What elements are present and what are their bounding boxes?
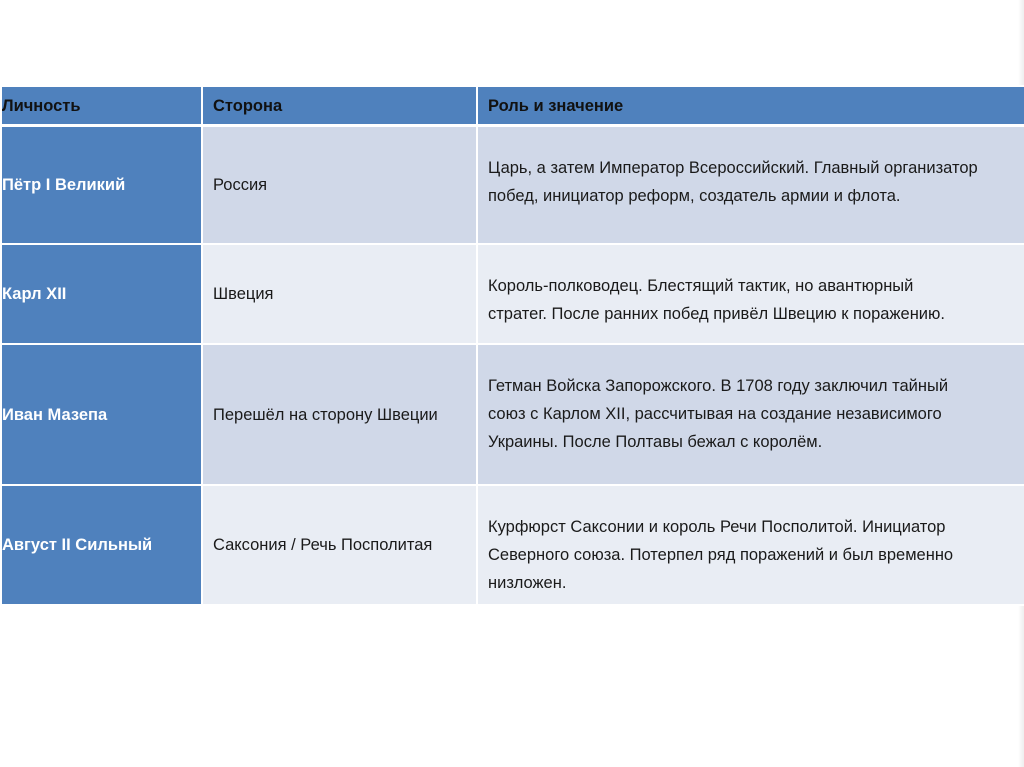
table-row (1, 485, 1024, 605)
role-cell: Гетман Войска Запорожского. В 1708 году заключил тайный союз с Карлом XII, рассчитывая на создание независимого Украины. После Полтавы бежал с королём. (477, 344, 1024, 485)
person-cell: Иван Мазепа (1, 344, 202, 485)
table-row (1, 126, 1024, 245)
header-side: Сторона (202, 86, 477, 126)
role-cell: Царь, а затем Император Всероссийский. Главный организатор побед, инициатор реформ, создатель армии и флота. (477, 126, 1024, 245)
role-cell: Король-полководец. Блестящий тактик, но авантюрный стратег. После ранних побед привёл Швецию к поражению. (477, 244, 1024, 344)
person-cell: Пётр I Великий (1, 126, 202, 245)
side-cell: Россия (202, 126, 477, 245)
side-cell: Перешёл на сторону Швеции (202, 344, 477, 485)
person-cell: Карл XII (1, 244, 202, 344)
person-cell: Август II Сильный (1, 485, 202, 605)
table-row (1, 344, 1024, 485)
side-cell: Швеция (202, 244, 477, 344)
side-cell: Саксония / Речь Посполитая (202, 485, 477, 605)
role-cell: Курфюрст Саксонии и король Речи Посполитой. Инициатор Северного союза. Потерпел ряд поражений и был временно низложен. (477, 485, 1024, 605)
header-role: Роль и значение (477, 86, 1024, 126)
table-row (1, 244, 1024, 344)
table-header-row (1, 86, 1024, 126)
header-person: Личность (1, 86, 202, 126)
figures-table (0, 85, 1024, 606)
